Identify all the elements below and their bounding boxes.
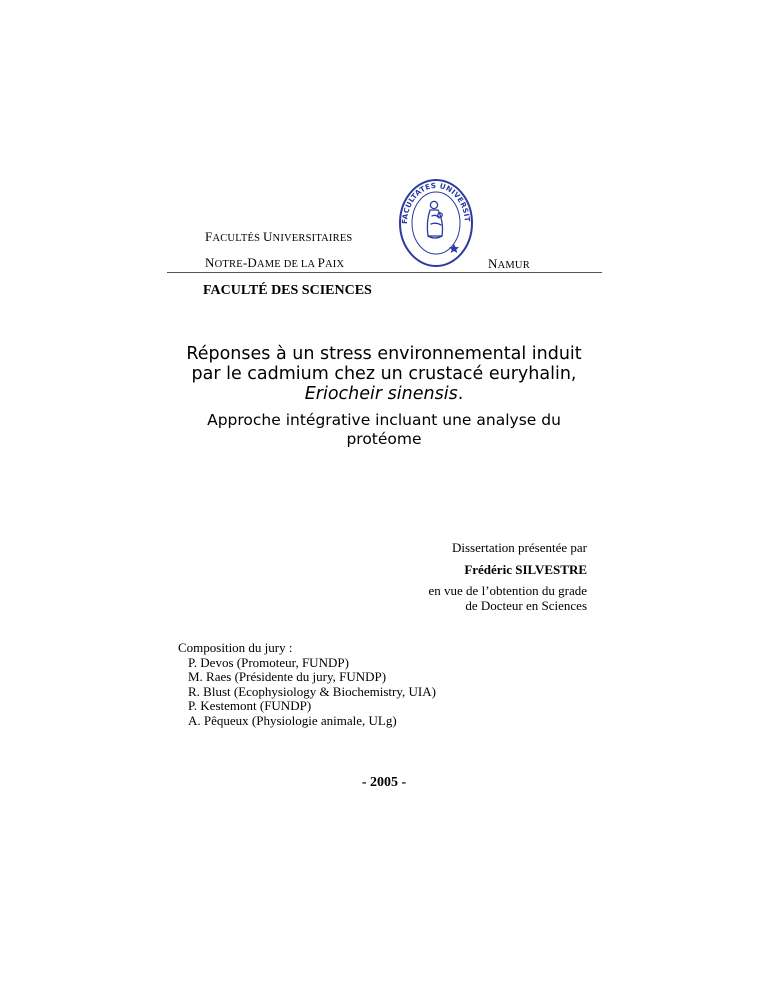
thesis-subtitle-line2: protéome — [346, 430, 422, 448]
thesis-title-line2: par le cadmium chez un crustacé euryhalin, — [191, 364, 577, 384]
thesis-title-line1: Réponses à un stress environnemental induit — [186, 344, 582, 364]
sc-letter: U — [262, 229, 273, 244]
sc-rest: AMUR — [497, 260, 530, 271]
jury-member: A. Pêqueux (Physiologie animale, ULg) — [188, 712, 397, 728]
sc-letter: N — [488, 256, 498, 271]
jury-composition — [178, 641, 436, 729]
sc-rest: ACULTÉS — [212, 233, 263, 244]
sc-letter: -D — [242, 255, 257, 270]
thesis-title — [0, 344, 768, 404]
jury-member: M. Raes (Présidente du jury, FUNDP) — [188, 669, 387, 685]
sc-letter: N — [205, 255, 215, 270]
purpose-line1: en vue de l’obtention du grade — [428, 583, 587, 598]
header-divider — [167, 272, 602, 273]
thesis-subtitle-line1: Approche intégrative incluant une analyse du — [207, 411, 561, 429]
seal-icon — [398, 178, 474, 268]
year: - 2005 - — [361, 775, 407, 790]
seal-text: FACULTATES UNIVERSIT — [399, 180, 472, 225]
jury-member: R. Blust (Ecophysiology & Biochemistry, UIA) — [188, 683, 436, 699]
species-name: Eriocheir sinensis — [304, 384, 458, 404]
university-seal-logo — [398, 178, 474, 268]
university-name-line2 — [205, 255, 344, 271]
jury-member: P. Kestemont (FUNDP) — [188, 698, 312, 714]
university-name-line1 — [205, 229, 352, 245]
species-suffix: . — [457, 384, 464, 404]
author-name: Frédéric SILVESTRE — [464, 562, 587, 577]
thesis-title-species-line — [0, 384, 768, 404]
sc-rest: OTRE — [214, 259, 243, 270]
jury-title: Composition du jury : — [178, 640, 293, 655]
purpose-line2: de Docteur en Sciences — [465, 598, 587, 613]
sc-rest: AME DE LA — [256, 259, 318, 270]
sc-rest: NIVERSITAIRES — [272, 233, 353, 244]
university-city — [488, 256, 530, 272]
sc-letter: F — [205, 229, 213, 244]
sc-letter: P — [317, 255, 325, 270]
jury-member: P. Devos (Promoteur, FUNDP) — [188, 654, 349, 670]
sc-rest: AIX — [325, 259, 345, 270]
thesis-subtitle — [0, 411, 768, 449]
faculty-name: FACULTÉ DES SCIENCES — [203, 283, 372, 298]
presented-by: Dissertation présentée par — [451, 540, 587, 555]
